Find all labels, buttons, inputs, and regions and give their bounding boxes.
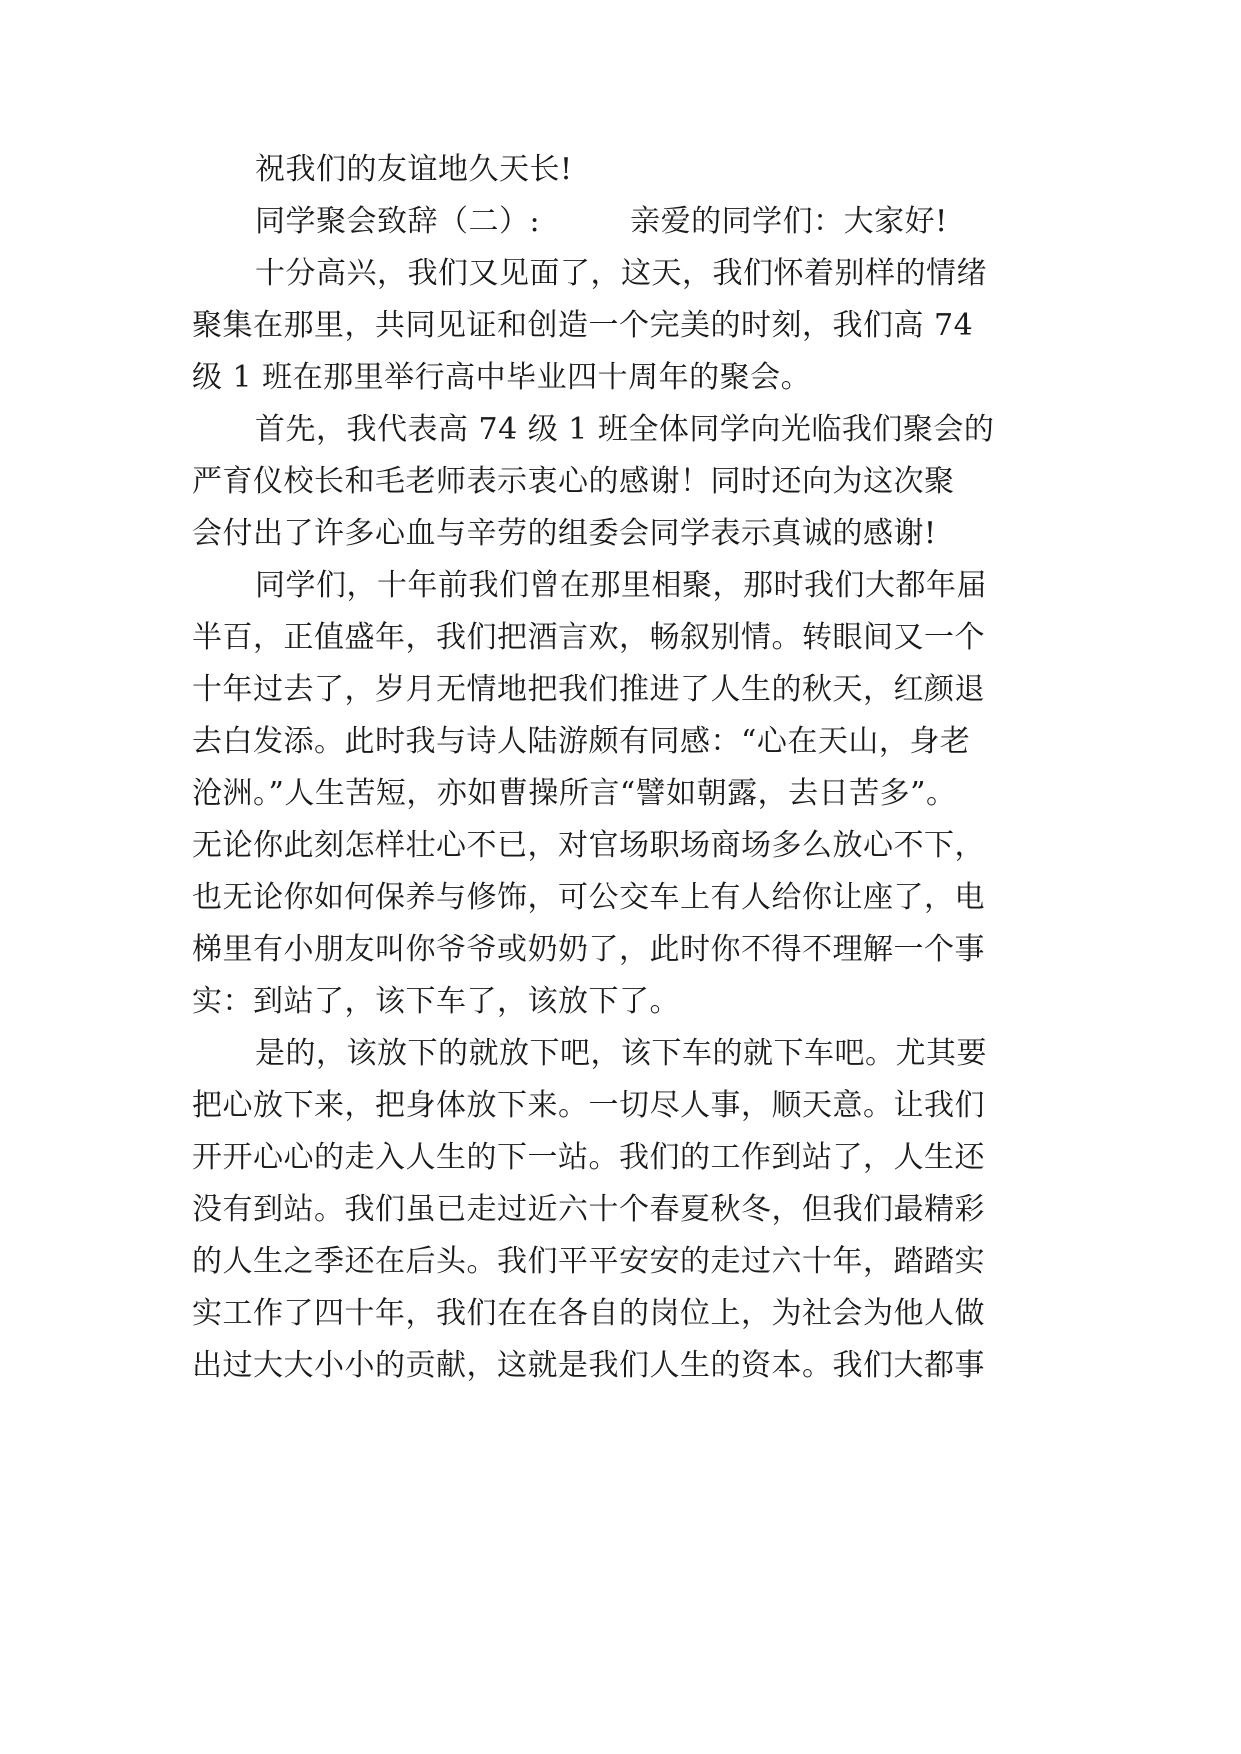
paragraph-line: 的人生之季还在后头。我们平平安安的走过六十年，踏踏实 — [192, 1244, 985, 1279]
paragraph-line: 实：到站了，该下车了，该放下了。 — [192, 984, 680, 1019]
paragraph-line: 把心放下来，把身体放下来。一切尽人事，顺天意。让我们 — [192, 1088, 985, 1123]
paragraph-line: 半百，正值盛年，我们把酒言欢，畅叙别情。转眼间又一个 — [192, 620, 985, 655]
paragraph-line: 会付出了许多心血与辛劳的组委会同学表示真诚的感谢! — [192, 516, 937, 551]
paragraph-line: 无论你此刻怎样壮心不已，对官场职场商场多么放心不下， — [192, 828, 985, 863]
paragraph-line: 聚集在那里，共同见证和创造一个完美的时刻，我们高 74 — [192, 308, 974, 343]
paragraph-line: 去白发添。此时我与诗人陆游颇有同感：“心在天山，身老 — [192, 724, 971, 759]
paragraph-line: 梯里有小朋友叫你爷爷或奶奶了，此时你不得不理解一个事 — [192, 932, 985, 967]
paragraph-line: 也无论你如何保养与修饰，可公交车上有人给你让座了，电 — [192, 880, 985, 915]
closing-line: 祝我们的友谊地久天长! — [255, 152, 573, 187]
paragraph-line: 没有到站。我们虽已走过近六十个春夏秋冬，但我们最精彩 — [192, 1192, 985, 1227]
paragraph-line: 十年过去了，岁月无情地把我们推进了人生的秋天，红颜退 — [192, 672, 985, 707]
section-title-line — [255, 202, 1075, 242]
paragraph-line: 严育仪校长和毛老师表示衷心的感谢！同时还向为这次聚 — [192, 464, 955, 499]
paragraph-line: 沧洲。”人生苦短，亦如曹操所言“譬如朝露，去日苦多”。 — [192, 776, 957, 811]
section-title: 同学聚会致辞（二）: — [255, 204, 541, 239]
paragraph-line: 是的，该放下的就放下吧，该下车的就下车吧。尤其要 — [255, 1036, 987, 1071]
paragraph-line: 级 1 班在那里举行高中毕业四十周年的聚会。 — [192, 360, 812, 395]
paragraph-line: 首先，我代表高 74 级 1 班全体同学向光临我们聚会的 — [255, 412, 995, 447]
paragraph-line: 十分高兴，我们又见面了，这天，我们怀着别样的情绪 — [255, 256, 987, 291]
paragraph-line: 实工作了四十年，我们在在各自的岗位上，为社会为他人做 — [192, 1296, 985, 1331]
greeting: 亲爱的同学们：大家好! — [630, 204, 948, 239]
paragraph-line: 同学们，十年前我们曾在那里相聚，那时我们大都年届 — [255, 568, 987, 603]
paragraph-line: 出过大大小小的贡献，这就是我们人生的资本。我们大都事 — [192, 1348, 985, 1383]
paragraph-line: 开开心心的走入人生的下一站。我们的工作到站了，人生还 — [192, 1140, 985, 1175]
